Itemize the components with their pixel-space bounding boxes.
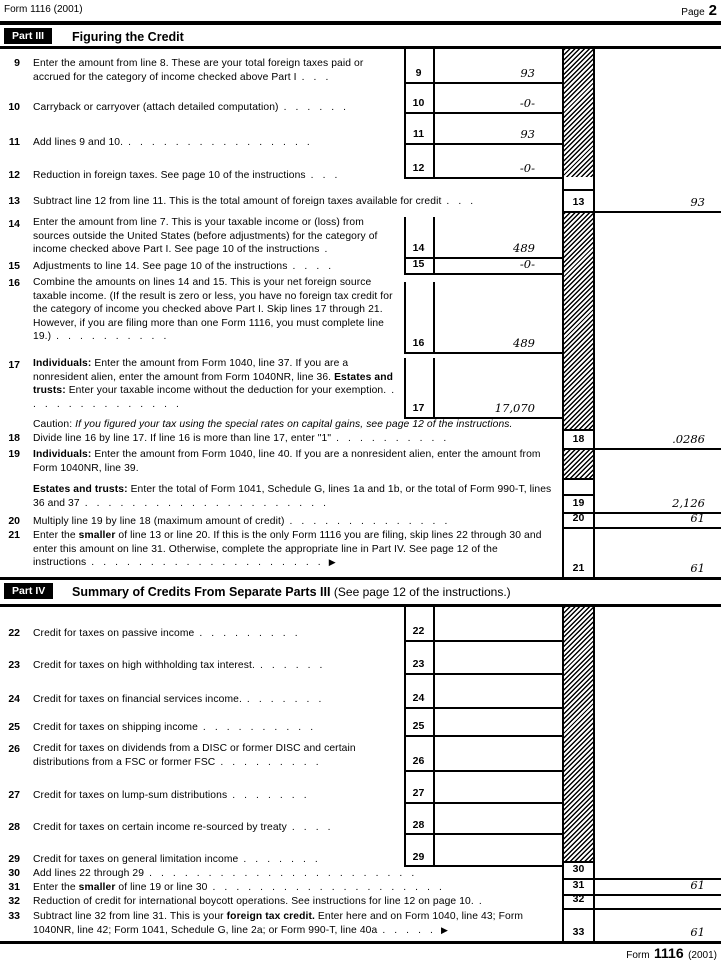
line31-number: 31 [8, 881, 20, 893]
line22-box-number: 22 [412, 625, 425, 637]
part4-title-note: (See page 12 of the instructions.) [333, 585, 511, 599]
line14-label [33, 216, 399, 257]
line9-box-number: 9 [415, 67, 422, 79]
rule-line [0, 577, 721, 580]
line21-bold: smaller [78, 530, 116, 541]
line11-value-field[interactable]: 93 [520, 127, 535, 141]
line20-number: 20 [8, 515, 20, 527]
dot-leader: . . . . . . . . . [199, 628, 298, 639]
line14-number: 14 [8, 218, 20, 230]
line24-value-field[interactable] [435, 678, 535, 704]
divider [404, 352, 564, 354]
line14-box-number: 14 [412, 242, 425, 254]
line27-text: Credit for taxes on lump-sum distributions [33, 790, 228, 801]
line13-box-number: 13 [572, 196, 585, 208]
divider [404, 673, 564, 675]
line31-bold: smaller [78, 882, 116, 893]
line19-text1: Enter the amount from Form 1040, line 40. If you are a nonresident alien, enter the amount from Form 1040NR, line 39. [33, 449, 541, 474]
divider [562, 908, 721, 910]
line30-value-field[interactable] [595, 863, 705, 876]
dot-leader: . . . [301, 71, 329, 83]
dot-leader: . . . . . . . . . . . . . . . . . . . . [91, 557, 321, 569]
line18-text: Divide line 16 by line 17. If line 16 is more than line 17, enter "1" [33, 433, 332, 444]
line29-box-number: 29 [412, 851, 425, 863]
line19-bold2: Estates and trusts: [33, 484, 128, 495]
line24-text: Credit for taxes on financial services income. [33, 694, 242, 705]
line23-label [33, 659, 399, 673]
line11-number: 11 [8, 136, 20, 148]
dot-leader: . . . . . . . [246, 694, 322, 705]
line31-value-field[interactable]: 61 [690, 878, 705, 892]
line32-number: 32 [8, 895, 20, 907]
line17-value-field[interactable]: 17,070 [494, 401, 535, 415]
rule-line [0, 941, 721, 944]
arrow-icon: ▶ [440, 924, 449, 935]
line18-label [33, 432, 557, 446]
dot-leader: . . . . [291, 822, 331, 833]
part3-title: Figuring the Credit [72, 30, 184, 44]
dot-leader: . . . . . . . . . . . . . . . . . . . . . . . [149, 868, 415, 879]
line26-number: 26 [8, 743, 20, 755]
caution-label: Caution: [33, 419, 73, 430]
divider [562, 494, 595, 496]
line19-label-estates [33, 483, 557, 510]
line27-value-field[interactable] [435, 774, 535, 800]
line32-label [33, 895, 557, 909]
divider [404, 273, 564, 275]
line15-box-number: 15 [412, 258, 425, 270]
dot-leader: . . . . . . [283, 102, 347, 113]
line20-value-field[interactable]: 61 [690, 511, 705, 525]
line28-number: 28 [8, 821, 20, 833]
dot-leader: . . . . . . . . . . . . . . [33, 385, 395, 410]
dot-leader: . . . . . . . . . . . . . . [289, 516, 448, 527]
dot-leader: . . . [310, 170, 338, 181]
line19-label-individuals [33, 448, 557, 475]
line21-post: of line 13 or line 20. If this is the only Form 1116 you are filing, skip lines 22 through 30 and enter this amount on line 31. Otherwise, complete the appropriate line in Part IV. See page 12 of the instructions [33, 530, 542, 569]
line17-box-number: 17 [412, 402, 425, 414]
divider [404, 770, 564, 772]
dot-leader: . . . . . . . [243, 854, 318, 865]
line30-box-number: 30 [572, 863, 585, 875]
line25-box-number: 25 [412, 720, 425, 732]
divider [404, 112, 564, 114]
line27-label [33, 789, 399, 803]
rule-line [0, 46, 721, 49]
line12-box-number: 12 [412, 162, 425, 174]
line22-label [33, 627, 399, 641]
hatched-area [564, 213, 593, 429]
line31-box-number: 31 [572, 879, 585, 891]
part4-badge: Part IV [4, 583, 53, 599]
line13-number: 13 [8, 195, 20, 207]
line19-value-field[interactable]: 2,126 [672, 496, 705, 510]
divider [562, 429, 595, 431]
dot-leader: . [324, 244, 328, 256]
footer-form-number: 1116 [654, 945, 684, 961]
line24-label [33, 693, 399, 707]
line21-label [33, 529, 557, 570]
line12-text: Reduction in foreign taxes. See page 10 of the instructions [33, 170, 306, 181]
line17-bold2: Estates and trusts: [33, 371, 393, 397]
dot-leader: . . . . . [382, 924, 433, 936]
line16-box-number: 16 [412, 337, 425, 349]
rule-line [0, 21, 721, 25]
dot-leader: . . . . . . . . . . . . . . . . . . . . . [84, 497, 327, 509]
line21-box-number: 21 [572, 562, 585, 574]
line21-pre: Enter the [33, 530, 79, 541]
divider [404, 735, 564, 737]
line9-value-field[interactable]: 93 [520, 66, 535, 80]
line33-bold: foreign tax credit. [226, 911, 315, 922]
dot-leader: . [478, 896, 482, 907]
dot-leader: . . . . . . . . . . . . . . . . [128, 137, 310, 148]
line33-post: Enter here and on Form 1040, line 43; Form 1040NR, line 42; Form 1041, Schedule G, line 2a; or Form 990-T, line 40a [33, 911, 524, 936]
part4-title-text: Summary of Credits From Separate Parts III [72, 585, 331, 599]
line13-value-field[interactable]: 93 [690, 195, 705, 209]
line13-label [33, 195, 557, 209]
line33-box-number: 33 [572, 926, 585, 938]
line23-text: Credit for taxes on high withholding tax interest. [33, 660, 255, 671]
line25-text: Credit for taxes on shipping income [33, 722, 198, 733]
divider [562, 448, 721, 450]
footer-form-id [626, 945, 717, 963]
line25-value-field[interactable] [435, 708, 535, 732]
line18-number: 18 [8, 432, 20, 444]
part3-badge: Part III [4, 28, 52, 44]
line17-text2: Enter your taxable income without the deduction for your exemption. [65, 385, 387, 397]
line32-value-field[interactable] [595, 895, 705, 907]
line17-text1: Enter the amount from Form 1040, line 37. If you are a nonresident alien, enter the amount from Form 1040NR, line 36. [33, 358, 349, 383]
dot-leader: . . . . . . [259, 660, 323, 671]
line9-number: 9 [14, 57, 20, 69]
line10-text: Carryback or carryover (attach detailed computation) [33, 102, 279, 113]
line22-value-field[interactable] [435, 612, 535, 638]
line9-text: Enter the amount from line 8. These are your total foreign taxes paid or accrued for the category of income checked above Part I [33, 58, 364, 83]
line33-label [33, 910, 557, 937]
line12-value-field[interactable]: -0- [519, 161, 535, 175]
line15-value-field[interactable]: -0- [519, 257, 535, 271]
divider [404, 82, 564, 84]
dot-leader: . . . [446, 196, 474, 207]
divider [404, 143, 564, 145]
line29-value-field[interactable] [435, 838, 535, 862]
line10-number: 10 [8, 101, 20, 113]
header-form-id: Form 1116 (2001) [4, 4, 83, 15]
page-number: 2 [708, 2, 717, 19]
line20-box-number: 20 [572, 512, 585, 524]
line26-box-number: 26 [412, 755, 425, 767]
line15-number: 15 [8, 260, 20, 272]
divider [404, 177, 564, 179]
caution-text: If you figured your tax using the special rates on capital gains, see page 12 of the instructions. [72, 419, 513, 430]
line9-label [33, 57, 399, 84]
divider [404, 640, 564, 642]
line24-number: 24 [8, 693, 20, 705]
line15-text: Adjustments to line 14. See page 10 of the instructions [33, 261, 288, 272]
line27-number: 27 [8, 789, 20, 801]
hatched-area [564, 607, 593, 861]
dot-leader: . . . . [292, 261, 332, 272]
line25-label [33, 721, 399, 735]
part4-title [72, 585, 511, 599]
line26-value-field[interactable] [435, 742, 535, 768]
dot-leader: . . . . . . . . . . [202, 722, 314, 733]
line29-text: Credit for taxes on general limitation income [33, 854, 239, 865]
line19-bold1: Individuals: [33, 449, 92, 460]
line11-text: Add lines 9 and 10. [33, 137, 124, 148]
line14-text: Enter the amount from line 7. This is your taxable income or (loss) from sources outside the United States (before adjustments) for the category of income checked above Part I. See page 10 of the instructions [33, 217, 378, 256]
line19-number: 19 [8, 448, 20, 460]
dot-leader: . . . . . . . . . . [336, 433, 447, 444]
divider [404, 833, 564, 835]
divider [404, 802, 564, 804]
line28-text: Credit for taxes on certain income re-sourced by treaty [33, 822, 287, 833]
arrow-icon: ▶ [328, 557, 336, 568]
line21-number: 21 [8, 529, 20, 541]
line11-box-number: 11 [412, 128, 425, 140]
line27-box-number: 27 [412, 787, 425, 799]
divider [562, 527, 721, 529]
line23-box-number: 23 [412, 658, 425, 670]
line31-pre: Enter the [33, 882, 79, 893]
dot-leader: . . . . . . . . . [220, 756, 319, 768]
line12-label [33, 169, 399, 183]
line25-number: 25 [8, 721, 20, 733]
line29-label [33, 853, 399, 867]
line23-number: 23 [8, 659, 20, 671]
line32-text: Reduction of credit for international boycott operations. See instructions for line 12 on page 10. [33, 896, 474, 907]
line28-label [33, 821, 399, 835]
line23-value-field[interactable] [435, 645, 535, 671]
caution-note [33, 418, 557, 432]
line18-box-number: 18 [572, 433, 585, 445]
footer-form-year: (2001) [688, 950, 717, 961]
hatched-area [564, 49, 593, 177]
line24-box-number: 24 [412, 692, 425, 704]
dot-leader: . . . . . . . . . . [56, 331, 167, 343]
line33-pre: Subtract line 32 from line 31. This is your [33, 911, 227, 922]
hatched-area [564, 450, 593, 478]
line16-text: Combine the amounts on lines 14 and 15. This is your net foreign source taxable income. (If the result is zero or less, you have no foreign tax credit for the category of income you checked above Part I. Skip lines 17 through 21. However, if you are filing more than one Form 1116, you must complete line 19.) [33, 277, 393, 343]
line26-text: Credit for taxes on dividends from a DISC or former DISC and certain distributions from a FSC or former FSC [33, 743, 356, 768]
line33-value-field[interactable]: 61 [690, 925, 705, 939]
line16-number: 16 [8, 277, 20, 289]
line16-value-field[interactable]: 489 [513, 336, 535, 350]
line33-number: 33 [8, 910, 20, 922]
line20-text: Multiply line 19 by line 18 (maximum amount of credit) [33, 516, 285, 527]
line21-value-field[interactable]: 61 [690, 561, 705, 575]
header-page [681, 2, 717, 20]
page-label: Page [681, 7, 705, 18]
line18-value-field[interactable]: .0286 [672, 432, 705, 446]
line31-post: of line 19 or line 30 [115, 882, 208, 893]
line17-bold1: Individuals: [33, 358, 92, 369]
line20-label [33, 515, 557, 529]
line30-number: 30 [8, 867, 20, 879]
line31-label [33, 881, 557, 895]
line19-text2: Enter the total of Form 1041, Schedule G, lines 1a and 1b, or the total of Form 990-T, lines 36 and 37 [33, 484, 552, 509]
line29-number: 29 [8, 853, 20, 865]
divider [562, 189, 595, 191]
dot-leader: . . . . . . . . . . . . . . . . . . . . [212, 882, 442, 893]
line28-box-number: 28 [412, 819, 425, 831]
line30-label [33, 867, 557, 881]
line14-value-field[interactable]: 489 [513, 241, 535, 255]
line19-box-number: 19 [572, 497, 585, 509]
rule-line [0, 604, 721, 607]
line15-label [33, 260, 399, 274]
line22-text: Credit for taxes on passive income [33, 628, 195, 639]
dot-leader: . . . . . . . [232, 790, 307, 801]
line16-label [33, 276, 399, 344]
line22-number: 22 [8, 627, 20, 639]
line17-number: 17 [8, 359, 20, 371]
line10-label [33, 101, 399, 115]
divider [562, 478, 595, 480]
line11-label [33, 136, 399, 150]
line30-text: Add lines 22 through 29 [33, 868, 145, 879]
line13-text: Subtract line 12 from line 11. This is the total amount of foreign taxes available for credit [33, 196, 442, 207]
line28-value-field[interactable] [435, 806, 535, 832]
line26-label [33, 742, 399, 769]
line17-label [33, 357, 399, 411]
footer-form-word: Form [626, 950, 650, 961]
line10-value-field[interactable]: -0- [519, 96, 535, 110]
line32-box-number: 32 [572, 893, 585, 905]
line12-number: 12 [8, 169, 20, 181]
line10-box-number: 10 [412, 97, 425, 109]
divider [562, 211, 721, 213]
